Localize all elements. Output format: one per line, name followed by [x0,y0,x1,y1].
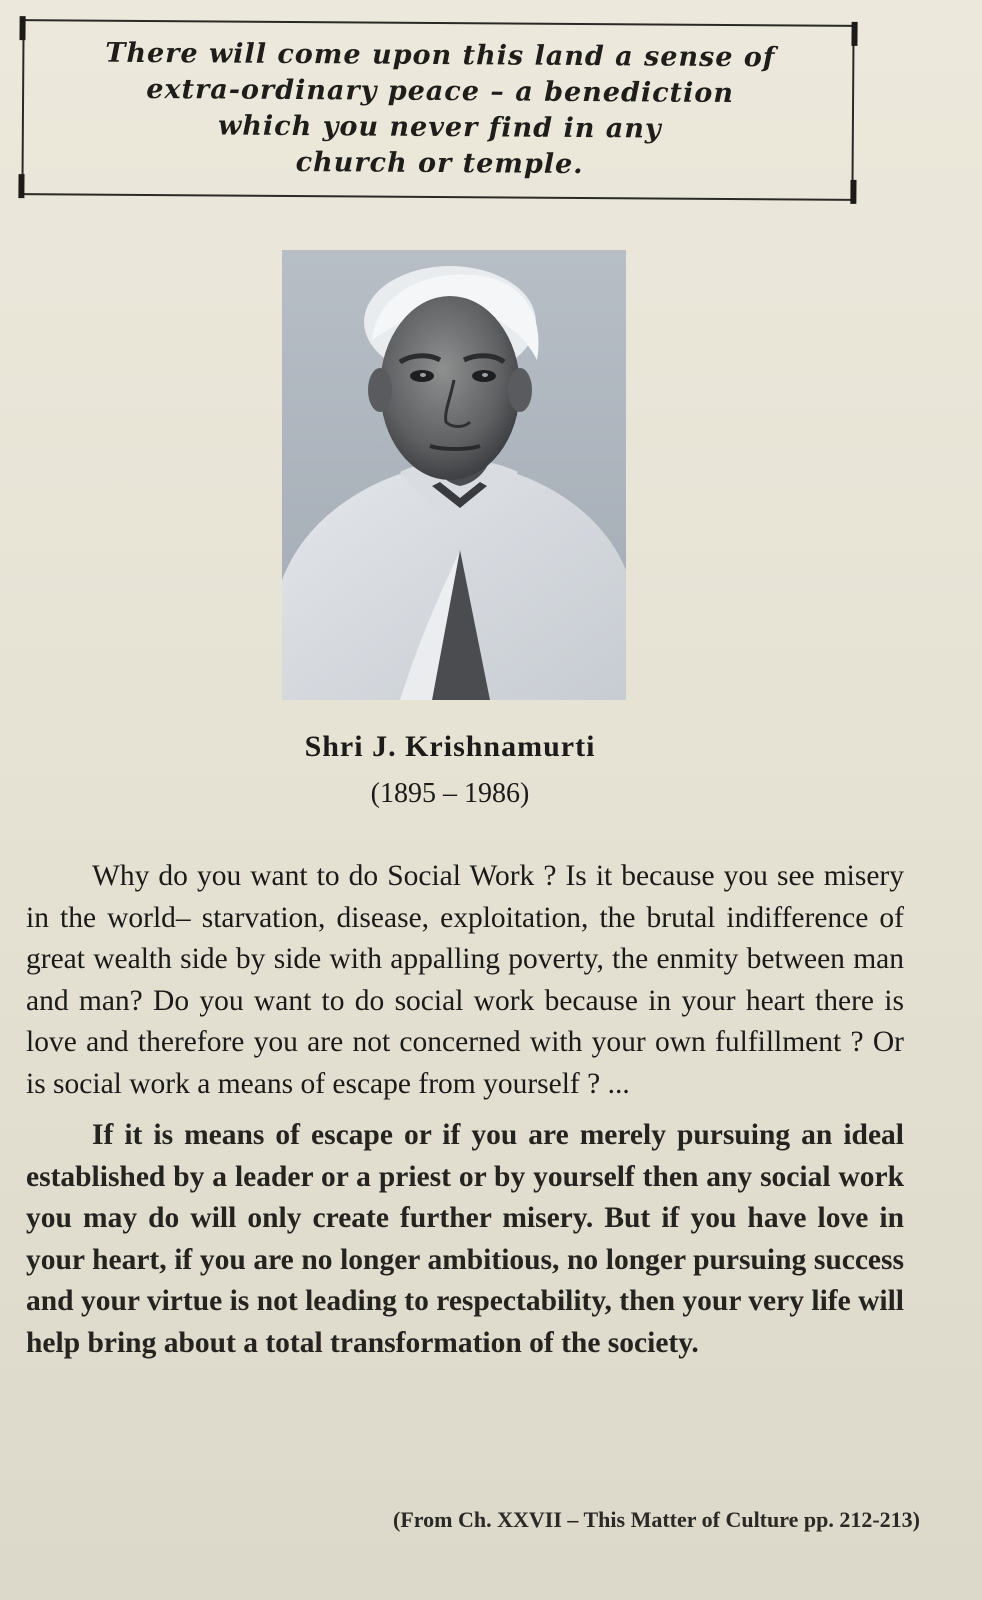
corner-bracket [850,180,856,204]
person-name: Shri J. Krishnamurti [304,730,596,763]
portrait-photo [282,250,626,700]
quote-line: There will come upon this land a sense of [105,37,776,74]
quote-line: church or temple. [295,147,584,181]
quote-line: extra-ordinary peace – a benediction [146,73,735,110]
quote-box [21,19,854,201]
portrait-illustration [282,250,626,700]
corner-bracket [19,16,25,40]
life-dates: (1895 – 1986) [370,778,530,809]
corner-bracket [851,22,857,46]
corner-bracket [18,174,24,198]
body-text [26,856,904,1364]
source-citation: (From Ch. XXVII – This Matter of Culture pp. 212-213) [393,1507,920,1532]
quote-line: which you never find in any [218,110,662,145]
paragraph: If it is means of escape or if you are merely pursuing an ideal established by a leader or a priest or by yourself then any social work you may do will only create further misery. But if you have love in your heart, if you are no longer ambitious, no longer pursuing success and your virtue is not leading to respectability, then your very life will help bring about a total transformation of the society. [26,1119,904,1359]
quote-text [64,35,817,184]
paragraph: Why do you want to do Social Work ? Is it because you see misery in the world– starvation, disease, exploitation, the brutal indifference of great wealth side by side with appalling poverty, the enmity between man and man? Do you want to do social work because in your heart there is love and therefore you are not concerned with your own fulfillment ? Or is social work a means of escape from yourself ? ... [26,860,904,1100]
